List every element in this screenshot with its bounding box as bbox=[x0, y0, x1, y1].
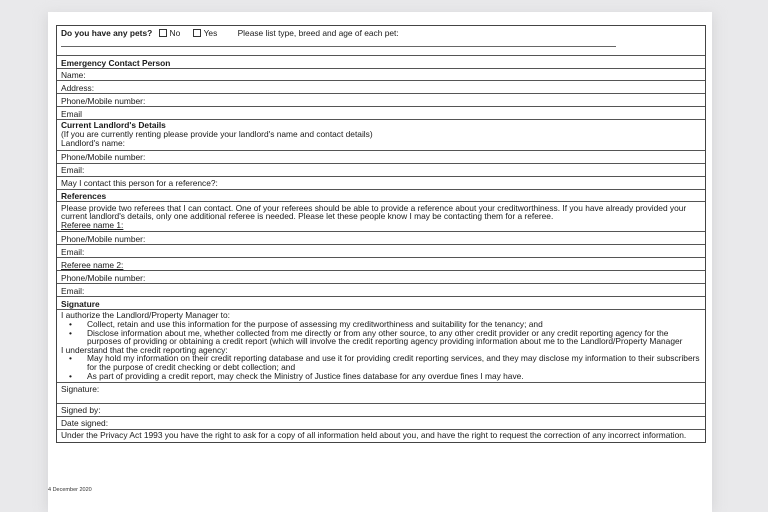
authorize-bullet-1: • Collect, retain and use this information for the purpose of assessing my creditworthiness and suitability for the tenancy; and bbox=[81, 320, 701, 329]
emergency-heading: Emergency Contact Person bbox=[57, 56, 705, 69]
understand-text: I understand that the credit reporting agency: bbox=[61, 344, 228, 355]
footer-date: 4 December 2020 bbox=[48, 487, 92, 493]
pets-yes-checkbox[interactable] bbox=[193, 29, 201, 37]
landlord-email-field[interactable]: Email: bbox=[57, 164, 705, 177]
emergency-name-field[interactable]: Name: bbox=[57, 69, 705, 82]
referee2-phone-field[interactable]: Phone/Mobile number: bbox=[57, 271, 705, 284]
referee1-email-field[interactable]: Email: bbox=[57, 245, 705, 258]
pets-question: Do you have any pets? bbox=[61, 27, 153, 38]
authorize-text: I authorize the Landlord/Property Manager to: bbox=[61, 310, 230, 321]
signature-terms bbox=[57, 310, 705, 383]
emergency-phone-field[interactable]: Phone/Mobile number: bbox=[57, 94, 705, 107]
emergency-address-field[interactable]: Address: bbox=[57, 81, 705, 94]
signature-heading: Signature bbox=[57, 297, 705, 310]
referee1-name-field[interactable]: Referee name 1: bbox=[61, 220, 124, 231]
privacy-notice: Under the Privacy Act 1993 you have the right to ask for a copy of all information held about you, and have the right to request the correction of any incorrect information. bbox=[61, 430, 687, 441]
pets-answer-line[interactable] bbox=[61, 46, 616, 47]
document-page bbox=[48, 12, 712, 512]
pets-list-prompt: Please list type, breed and age of each pet: bbox=[237, 27, 399, 38]
understand-list bbox=[61, 354, 701, 380]
pets-no-label: No bbox=[169, 27, 181, 38]
landlord-phone-field[interactable]: Phone/Mobile number: bbox=[57, 151, 705, 164]
application-form bbox=[56, 25, 706, 443]
date-signed-field[interactable]: Date signed: bbox=[57, 417, 705, 430]
pets-row bbox=[57, 26, 705, 56]
understand-bullet-1: • May hold my information on their credit reporting database and use it for providing credit reporting services, and they may disclose my information to their subscribers for the purpose of credit checking or debt collection; and bbox=[81, 354, 701, 371]
landlord-name-field[interactable]: Landlord's name: bbox=[61, 138, 125, 148]
referee2-email-field[interactable]: Email: bbox=[57, 284, 705, 297]
pets-no-checkbox[interactable] bbox=[159, 29, 167, 37]
references-heading: References bbox=[57, 190, 705, 203]
references-intro: Please provide two referees that I can contact. One of your referees should be able to provide a reference about your creditworthiness. If you have already provided your current landlord's details, only one additional referee is needed. Please let these people know I may be contacting them for a referee. bbox=[61, 202, 687, 222]
landlord-heading: Current Landlord's Details bbox=[61, 120, 166, 130]
landlord-heading-block bbox=[57, 120, 705, 151]
landlord-contact-question[interactable]: May I contact this person for a reference?: bbox=[57, 177, 705, 190]
referee1-phone-field[interactable]: Phone/Mobile number: bbox=[57, 232, 705, 245]
signature-field[interactable]: Signature: bbox=[57, 383, 705, 404]
references-intro-block bbox=[57, 202, 705, 232]
pets-yes-label: Yes bbox=[203, 27, 218, 38]
understand-bullet-2: • As part of providing a credit report, may check the Ministry of Justice fines database for any overdue fines I may have. bbox=[81, 372, 701, 381]
referee2-name-field[interactable]: Referee name 2: bbox=[57, 258, 705, 271]
authorize-list bbox=[61, 320, 701, 346]
authorize-bullet-2: • Disclose information about me, whether collected from me directly or from any other source, to any other credit provider or any credit reporting agency for the purposes of providing or obtaining a credit report (which will involve the credit reporting agency providing information about me to the Landlord/Property Manager bbox=[81, 329, 701, 346]
signed-by-field[interactable]: Signed by: bbox=[57, 404, 705, 417]
landlord-subheading: (If you are currently renting please provide your landlord's name and contact details) bbox=[61, 129, 373, 139]
emergency-email-field[interactable]: Email bbox=[57, 107, 705, 120]
